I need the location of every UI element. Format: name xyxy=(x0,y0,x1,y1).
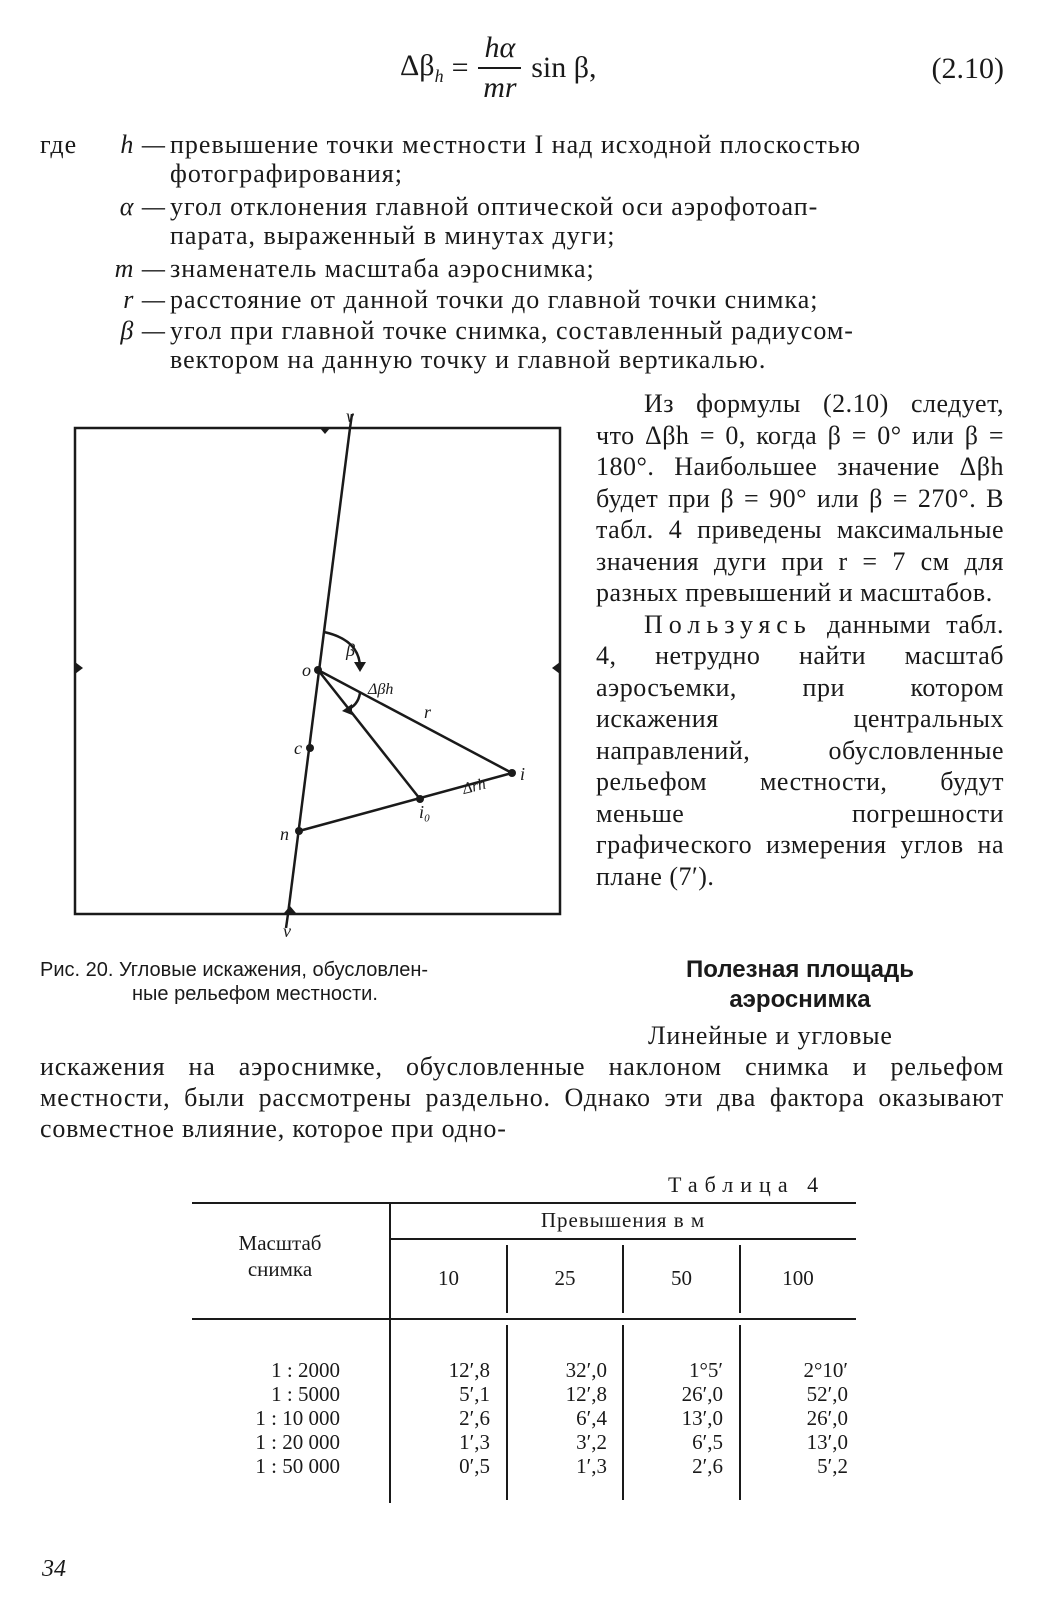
definition-line: угол отклонения главной оптической оси аэрофотоап- xyxy=(170,192,819,221)
definition-symbol: h — xyxy=(120,130,166,159)
table-cell-scale: 1 : 20 000 xyxy=(255,1430,340,1454)
ray-o-i xyxy=(318,670,512,773)
definition-symbol: α — xyxy=(119,192,166,221)
right-column-text xyxy=(596,388,1004,892)
table-cell: 13′,0 xyxy=(681,1406,723,1430)
section-heading xyxy=(596,955,1004,1015)
paragraph-rest: данными табл. 4, нетрудно найти масштаб аэросъемки, при котором искажения центральных направлений, обусловленные рельефом местности, будут меньше погрешности графического измерения углов на плане (7′). xyxy=(596,609,1004,891)
label-v-bottom: v xyxy=(283,921,291,941)
table-cell: 5′,1 xyxy=(459,1382,490,1406)
formula-2-10 xyxy=(400,28,597,108)
definition-text xyxy=(170,130,1004,188)
bottom-paragraph-first-line: Линейные и угловые xyxy=(648,1021,893,1050)
definition-text xyxy=(170,192,1004,250)
table-cell-scale: 1 : 10 000 xyxy=(255,1406,340,1430)
table-cell: 5′,2 xyxy=(817,1454,848,1478)
point-o xyxy=(314,666,322,674)
label-delta-r: Δrh xyxy=(460,775,488,798)
definition-line: вектором на данную точку и главной вертикалью. xyxy=(170,345,767,374)
label-r: r xyxy=(424,702,432,722)
label-delta-beta: Δβh xyxy=(368,681,394,698)
table-header-scale-line: снимка xyxy=(247,1257,313,1281)
label-n: n xyxy=(280,824,289,844)
table-cell: 32′,0 xyxy=(565,1358,607,1382)
label-c: c xyxy=(294,738,302,758)
table-header-group: Превышения в м xyxy=(540,1208,706,1232)
definition-text: знаменатель масштаба аэроснимка; xyxy=(170,254,595,283)
formula-rhs: sin β, xyxy=(531,51,597,84)
page-number: 34 xyxy=(42,1556,66,1582)
definition-line: превышение точки местности I над исходной плоскостью xyxy=(170,130,862,159)
table-cell: 26′,0 xyxy=(806,1406,848,1430)
definition-lead: где xyxy=(40,130,78,159)
table-cell: 1′,3 xyxy=(576,1454,607,1478)
formula-numerator: hα xyxy=(478,29,521,69)
table-cell-scale: 1 : 50 000 xyxy=(255,1454,340,1478)
figure-angular-distortions xyxy=(40,400,580,950)
definition-symbol: m — xyxy=(114,254,166,283)
heading-line-2: аэроснимка xyxy=(729,986,871,1013)
table-cell: 12′,8 xyxy=(448,1358,490,1382)
fiducial-right xyxy=(552,662,560,674)
definition-text xyxy=(170,316,1004,374)
table-col-header: 100 xyxy=(782,1266,814,1290)
table-cell: 0′,5 xyxy=(459,1454,490,1478)
beta-arc-arrow xyxy=(354,662,366,672)
table-cell: 1°5′ xyxy=(689,1358,723,1382)
fiducial-bottom xyxy=(284,906,296,913)
label-beta: β xyxy=(346,640,355,660)
figure-caption xyxy=(40,958,580,1006)
label-v-top: v xyxy=(346,406,354,426)
table-cell: 2°10′ xyxy=(803,1358,848,1382)
definition-line: парата, выраженный в минутах дуги; xyxy=(170,221,616,250)
caption-line-2: ные рельефом местности. xyxy=(132,983,378,1005)
table-cell: 26′,0 xyxy=(681,1382,723,1406)
table-col-header: 25 xyxy=(554,1266,576,1290)
label-i0: i₀ xyxy=(419,802,431,822)
table-col-header: 50 xyxy=(671,1266,692,1290)
table-cell: 1′,3 xyxy=(459,1430,490,1454)
heading-line-1: Полезная площадь xyxy=(686,956,914,983)
definition-symbol: β — xyxy=(120,316,166,345)
table-cell: 6′,4 xyxy=(576,1406,607,1430)
point-c xyxy=(306,744,314,752)
table-cell: 2′,6 xyxy=(459,1406,490,1430)
definition-line: фотографирования; xyxy=(170,159,403,188)
formula-lhs: $\Delta\beta_h$ xyxy=(400,49,444,86)
caption-line-1: Рис. 20. Угловые искажения, обусловлен- xyxy=(40,959,429,981)
bottom-paragraph-rest: искажения на аэроснимке, обусловленные наклоном снимка и рельефом местности, были рассмотрены раздельно. Однако эти два фактора оказывают совместное влияние, которое при одно- xyxy=(40,1052,1004,1143)
table-cell: 13′,0 xyxy=(806,1430,848,1454)
table-cell: 3′,2 xyxy=(576,1430,607,1454)
table-cell: 2′,6 xyxy=(692,1454,723,1478)
table-cell-scale: 1 : 2000 xyxy=(271,1358,340,1382)
definition-line: угол при главной точке снимка, составленный радиусом- xyxy=(170,316,854,345)
definition-h xyxy=(40,130,1004,190)
table-cell: 52′,0 xyxy=(806,1382,848,1406)
formula-equals: = xyxy=(451,51,469,84)
formula-denominator: mr xyxy=(483,71,517,104)
paragraph-using-table xyxy=(596,609,1004,893)
equation-number: (2.10) xyxy=(931,52,1004,85)
label-i: i xyxy=(520,764,526,784)
definition-text: расстояние от данной точки до главной точки снимка; xyxy=(170,285,819,314)
spaced-word: Пользуясь xyxy=(644,609,812,639)
table-col-header: 10 xyxy=(438,1266,459,1290)
formula-fraction xyxy=(478,29,521,107)
fiducial-left xyxy=(75,662,83,674)
table-cell: 12′,8 xyxy=(565,1382,607,1406)
definition-beta xyxy=(40,316,1004,376)
point-n xyxy=(295,827,303,835)
table-cell-scale: 1 : 5000 xyxy=(271,1382,340,1406)
fiducial-top xyxy=(319,427,331,434)
definition-r xyxy=(40,285,1004,315)
table-header-scale-line: Масштаб xyxy=(238,1231,322,1255)
point-i xyxy=(508,769,516,777)
definition-symbol: r — xyxy=(123,285,166,314)
table-cell: 6′,5 xyxy=(692,1430,723,1454)
table-title: Таблица 4 xyxy=(668,1172,826,1197)
bottom-paragraph xyxy=(40,1020,1004,1144)
definition-alpha xyxy=(40,192,1004,252)
definition-m xyxy=(40,254,1004,284)
table-header-scale xyxy=(190,1230,370,1282)
paragraph-formula-consequence: Из формулы (2.10) следует, что Δβh = 0, когда β = 0° или β = 180°. Наибольшее значение Δβh будет при β = 90° или β = 270°. В табл. 4 приведены максимальные значения дуги при r = 7 см для разных превышений и масштабов. xyxy=(596,389,1004,607)
label-o: o xyxy=(302,660,311,680)
